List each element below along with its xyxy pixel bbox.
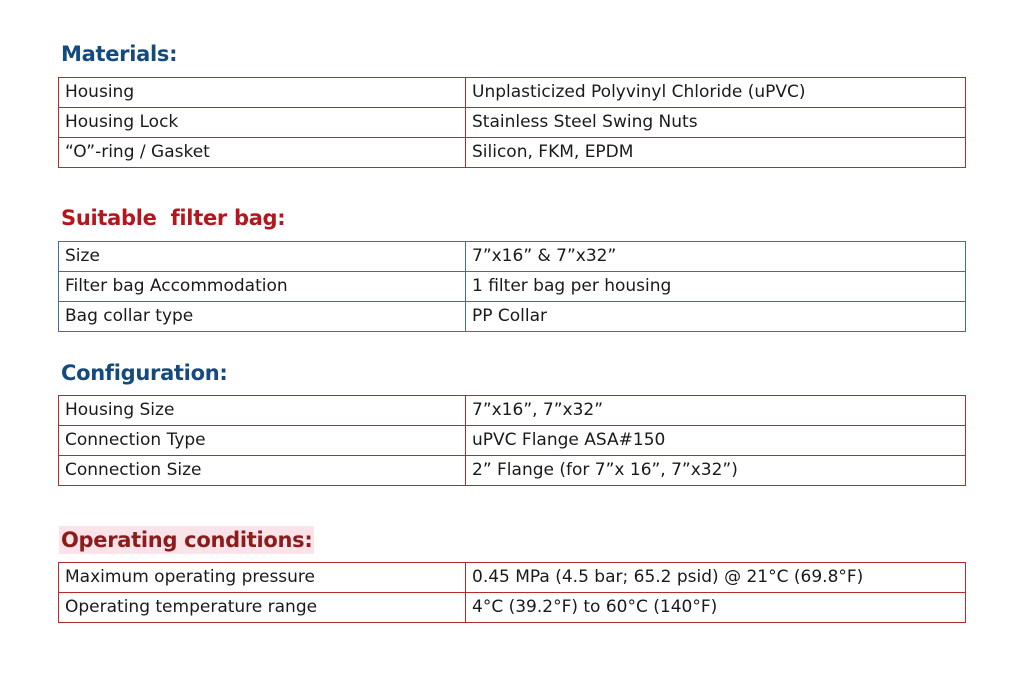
table-row [59,396,966,426]
row-label: “O”-ring / Gasket [59,138,466,168]
row-value: 7”x16”, 7”x32” [466,396,966,426]
operating-conditions-table [58,562,966,623]
table-row [59,593,966,623]
configuration-heading: Configuration: [61,361,228,385]
row-value: 1 filter bag per housing [466,272,966,302]
table-row [59,426,966,456]
materials-heading: Materials: [61,42,178,66]
row-label: Filter bag Accommodation [59,272,466,302]
row-label: Housing [59,78,466,108]
table-row [59,563,966,593]
table-row [59,242,966,272]
materials-table [58,77,966,168]
row-label: Maximum operating pressure [59,563,466,593]
row-label: Size [59,242,466,272]
row-value: 2” Flange (for 7”x 16”, 7”x32”) [466,456,966,486]
table-row [59,138,966,168]
row-value: 0.45 MPa (4.5 bar; 65.2 psid) @ 21°C (69.8°F) [466,563,966,593]
table-row [59,456,966,486]
row-label: Bag collar type [59,302,466,332]
row-label: Connection Size [59,456,466,486]
row-value: 4°C (39.2°F) to 60°C (140°F) [466,593,966,623]
table-row [59,302,966,332]
row-label: Housing Size [59,396,466,426]
filter-bag-table [58,241,966,332]
table-row [59,272,966,302]
row-value: 7”x16” & 7”x32” [466,242,966,272]
row-value: Unplasticized Polyvinyl Chloride (uPVC) [466,78,966,108]
row-value: Silicon, FKM, EPDM [466,138,966,168]
row-value: uPVC Flange ASA#150 [466,426,966,456]
configuration-table [58,395,966,486]
filter-bag-heading: Suitable filter bag: [61,206,286,230]
row-label: Connection Type [59,426,466,456]
operating-conditions-heading: Operating conditions: [61,528,313,552]
row-value: Stainless Steel Swing Nuts [466,108,966,138]
table-row [59,78,966,108]
row-label: Housing Lock [59,108,466,138]
table-row [59,108,966,138]
row-label: Operating temperature range [59,593,466,623]
row-value: PP Collar [466,302,966,332]
